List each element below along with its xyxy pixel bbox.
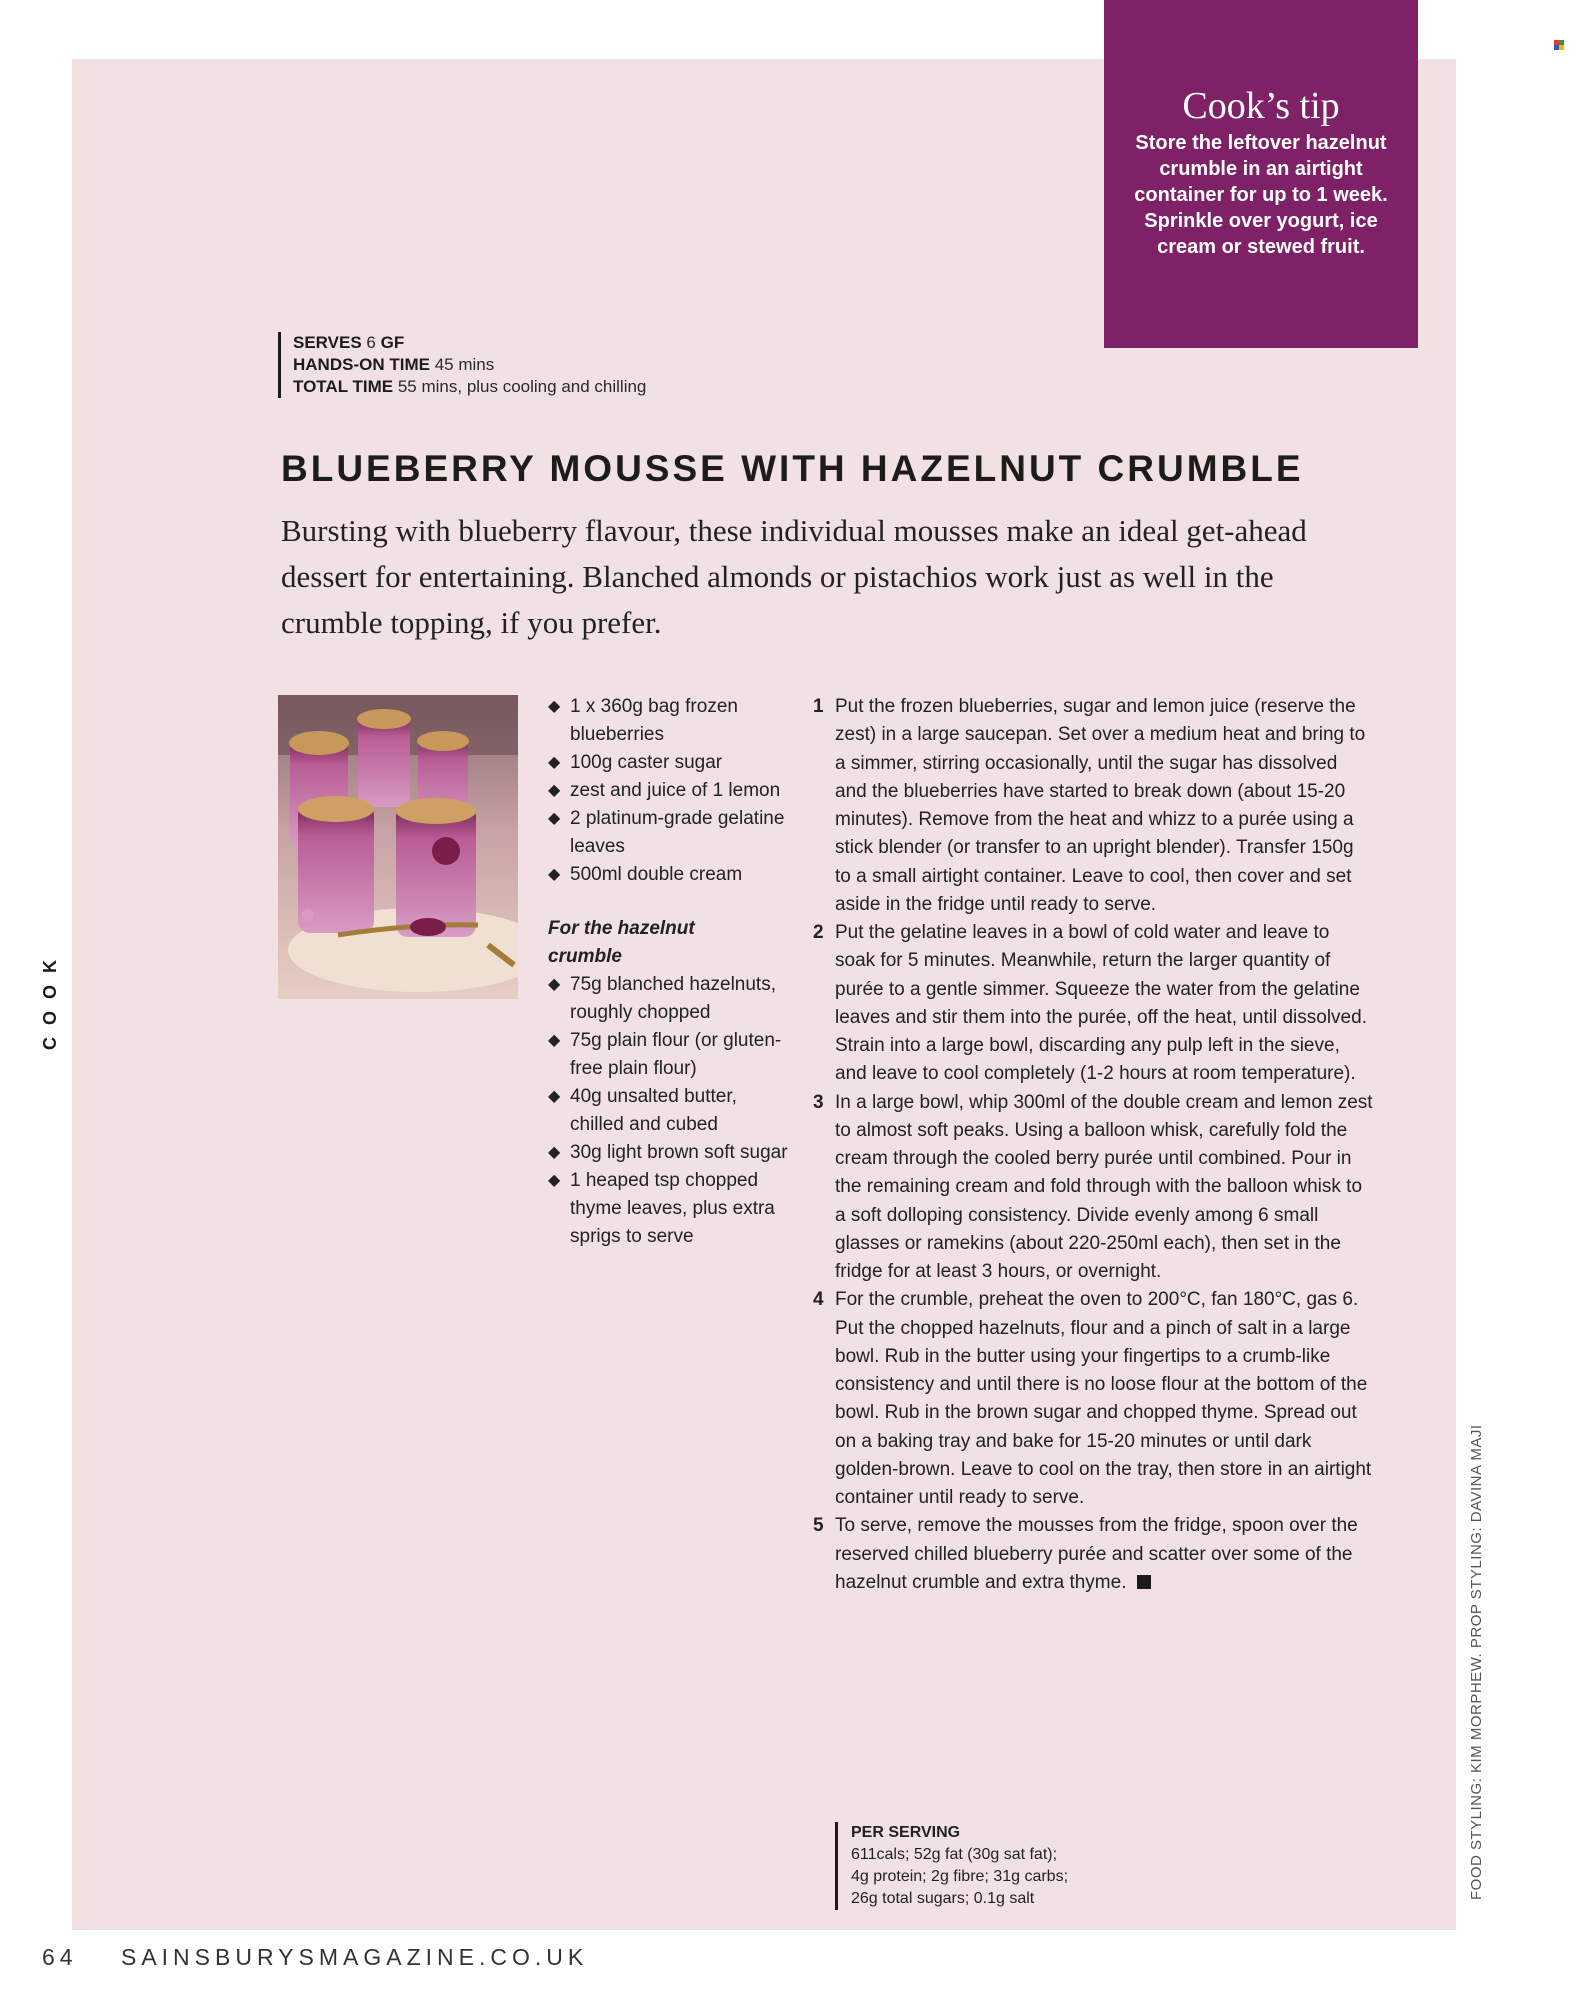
nutrition-line: 611cals; 52g fat (30g sat fat); (851, 1846, 1058, 1863)
nutrition-line: 26g total sugars; 0.1g salt (851, 1890, 1035, 1907)
ingredient-item: ◆ 40g unsalted butter, chilled and cubed (548, 1083, 788, 1139)
ingredient-item: ◆ 75g plain flour (or gluten-free plain flour) (548, 1027, 788, 1083)
photo-credits: FOOD STYLING: KIM MORPHEW. PROP STYLING: DAVINA MAJI (1468, 1424, 1485, 1900)
recipe-title: BLUEBERRY MOUSSE WITH HAZELNUT CRUMBLE (281, 448, 1304, 489)
recipe-intro: Bursting with blueberry flavour, these individual mousses make an ideal get-ahead dessert for entertaining. Blanched almonds or pistachios work just as well in the crumble topping, if you prefer. (281, 513, 1307, 640)
page-footer (42, 1944, 588, 1971)
ingredients-list (548, 693, 788, 1251)
method-steps (813, 693, 1373, 1597)
ingredient-item: ◆ 30g light brown soft sugar (548, 1139, 788, 1167)
recipe-photo (278, 695, 518, 999)
ingredient-item: ◆ zest and juice of 1 lemon (548, 777, 788, 805)
hands-on-line (293, 354, 646, 376)
ingredient-item: ◆ 75g blanched hazelnuts, roughly chopped (548, 971, 788, 1027)
method-step (813, 1089, 1373, 1287)
ingredient-item: ◆ 1 heaped tsp chopped thyme leaves, plus extra sprigs to serve (548, 1167, 788, 1251)
mousse-photo-illustration (278, 695, 518, 999)
step-number: 5 (813, 1515, 824, 1537)
page-number: 64 (42, 1944, 78, 1970)
hands-on-label: HANDS-ON TIME (293, 355, 430, 374)
website-link[interactable]: SAINSBURYSMAGAZINE.CO.UK (120, 1944, 589, 1970)
step-number: 2 (813, 922, 824, 943)
cooks-tip-box (1104, 0, 1418, 348)
crumble-subheading: For the hazelnut crumble (548, 918, 695, 967)
ingredient-item: ◆ 100g caster sugar (548, 749, 788, 777)
nutrition-info (835, 1822, 1068, 1910)
step-text: Put the gelatine leaves in a bowl of cold water and leave to soak for 5 minutes. Meanwhile, return the larger quantity of purée to a gentle simmer. Squeeze the water from the gelatine leaves and stir them into the purée, off the heat, until dissolved. Strain into a large bowl, discarding any pulp left in the sieve, and leave to cool completely (1-2 hours at room temperature). (835, 922, 1367, 1085)
total-time-line (293, 376, 646, 398)
nutrition-heading: PER SERVING (851, 1824, 961, 1841)
end-square-icon (1137, 1575, 1151, 1589)
section-label: COOK (40, 948, 60, 1050)
step-text: In a large bowl, whip 300ml of the double cream and lemon zest to almost soft peaks. Using a balloon whisk, carefully fold the cream through the cooled berry purée until combined. Pour in the remaining cream and fold through with the balloon whisk to a soft dolloping consistency. Divide evenly among 6 small glasses or ramekins (about 220-250ml each), then set in the fridge for at least 3 hours, or overnight. (835, 1091, 1373, 1282)
nutrition-line: 4g protein; 2g fibre; 31g carbs; (851, 1868, 1069, 1885)
method-step (813, 693, 1373, 919)
color-mark-icon (1554, 40, 1564, 50)
step-text: To serve, remove the mousses from the fridge, spoon over the reserved chilled blueberry purée and scatter over some of the hazelnut crumble and extra thyme. (835, 1515, 1358, 1593)
step-text: For the crumble, preheat the oven to 200°C, fan 180°C, gas 6. Put the chopped hazelnuts, flour and a pinch of salt in a large bowl. Rub in the butter using your fingertips to a crumb-like consistency and until there is no loose flour at the bottom of the bowl. Rub in the brown sugar and chopped thyme. Spread out on a baking tray and bake for 15-20 minutes or until dark golden-brown. Leave to cool on the tray, then store in an airtight container until ready to serve. (835, 1289, 1372, 1508)
total-time-label: TOTAL TIME (293, 377, 394, 396)
step-text: Put the frozen blueberries, sugar and lemon juice (reserve the zest) in a large saucepan. Set over a medium heat and bring to a simmer, stirring occasionally, until the sugar has dissolved and the blueberries have started to break down (about 15-20 minutes). Remove from the heat and whizz to a purée using a stick blender (or transfer to an upright blender). Transfer 150g to a small airtight container. Leave to cool, then cover and set aside in the fridge until ready to serve. (835, 696, 1366, 915)
ingredient-item: ◆ 2 platinum-grade gelatine leaves (548, 805, 788, 861)
total-time-value: 55 mins, plus cooling and chilling (397, 377, 647, 396)
method-step (813, 1512, 1373, 1597)
recipe-meta (278, 332, 646, 398)
diet-badge: GF (380, 333, 405, 352)
ingredient-item: ◆ 500ml double cream (548, 861, 788, 889)
step-number: 3 (813, 1091, 824, 1113)
ingredient-item: ◆ 1 x 360g bag frozen blueberries (548, 693, 788, 749)
cooks-tip-text: Store the leftover hazelnut crumble in an airtight container for up to 1 week. Sprinkle over yogurt, ice cream or stewed fruit. (1134, 132, 1388, 258)
method-step (813, 919, 1373, 1089)
method-step (813, 1286, 1373, 1512)
step-number: 4 (813, 1289, 824, 1311)
serves-label: SERVES (293, 333, 362, 352)
serves-value: 6 (366, 333, 376, 352)
hands-on-value: 45 mins (434, 355, 495, 374)
step-number: 1 (813, 696, 824, 717)
cooks-tip-title: Cook’s tip (1182, 85, 1340, 127)
serves-line (293, 332, 646, 354)
